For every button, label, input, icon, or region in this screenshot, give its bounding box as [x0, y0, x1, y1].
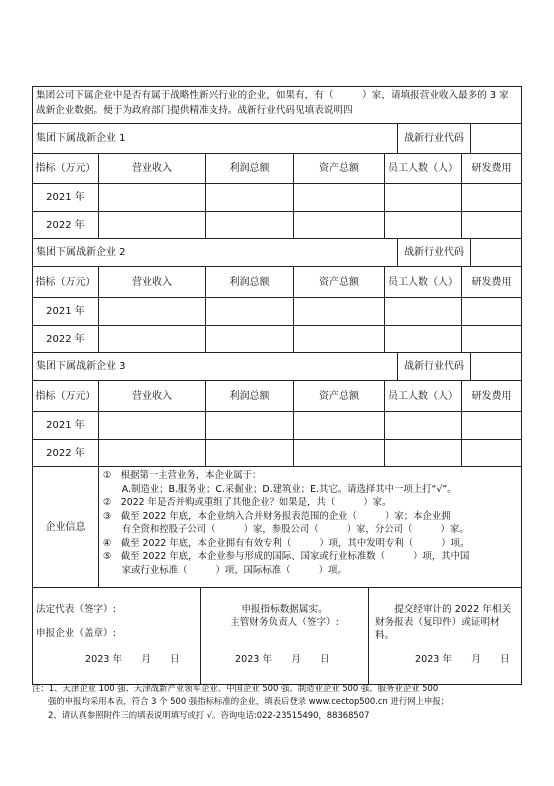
intro-row	[33, 87, 521, 124]
header-revenue: 营业收入	[99, 381, 206, 411]
year-label: 2022 年	[33, 326, 99, 352]
header-employees: 员工人数（人）	[385, 154, 462, 183]
header-revenue: 营业收入	[99, 267, 206, 297]
rd-input[interactable]	[462, 184, 521, 211]
signature-date: 2023 年 月 日	[85, 654, 180, 665]
header-assets: 资产总额	[294, 267, 385, 297]
finance-signature-cell[interactable]	[201, 588, 369, 684]
info-line-7: ⑤ 截至 2022 年底，本企业参与形成的国际、国家或行业标准数（ ）项，其中国	[103, 551, 470, 563]
enterprise-2-header	[33, 239, 521, 267]
profit-input[interactable]	[206, 184, 294, 211]
header-employees: 员工人数（人）	[385, 381, 462, 411]
legal-rep-label: 法定代表（签字）:	[36, 604, 116, 615]
header-assets: 资产总额	[294, 381, 385, 411]
profit-input[interactable]	[206, 326, 294, 352]
header-profit: 利润总额	[206, 154, 294, 183]
rd-input[interactable]	[462, 326, 521, 352]
rd-input[interactable]	[462, 412, 521, 439]
enterprise-2-code-input[interactable]	[471, 239, 521, 266]
company-seal-label: 申报企业（盖章）:	[36, 628, 116, 639]
profit-input[interactable]	[206, 298, 294, 325]
finance-head-label: 主管财务负责人（签字）:	[230, 617, 339, 628]
note-label: 注：	[32, 683, 49, 693]
enterprise-3-columns	[33, 381, 521, 412]
table-row	[33, 184, 521, 212]
data-truth-label: 申报指标数据属实。	[241, 604, 328, 615]
header-profit: 利润总额	[206, 381, 294, 411]
enterprise-2-name: 集团下属战新企业 2	[33, 239, 398, 266]
profit-input[interactable]	[206, 440, 294, 466]
revenue-input[interactable]	[99, 212, 206, 238]
intro-text: 集团公司下属企业中是否有属于战略性新兴行业的企业，如果有，有（ ）家，请填报营业收入最多的 3 家战新企业数据。便于为政府部门提供精准支持。战新行业代码见填表说明四	[36, 90, 509, 116]
rd-input[interactable]	[462, 212, 521, 238]
revenue-input[interactable]	[99, 440, 206, 466]
header-rd: 研发费用	[471, 276, 512, 288]
year-label: 2021 年	[33, 184, 99, 211]
enterprise-3-name: 集团下属战新企业 3	[33, 353, 398, 380]
header-revenue: 营业收入	[99, 154, 206, 183]
enterprise-1-code-input[interactable]	[471, 124, 521, 153]
revenue-input[interactable]	[99, 412, 206, 439]
employees-input[interactable]	[385, 212, 462, 238]
header-profit: 利润总额	[206, 267, 294, 297]
enterprise-form	[32, 86, 522, 685]
info-line-3: ② 2022 年是否并购或重组了其他企业？如果是，共（ ）家。	[103, 497, 392, 509]
assets-input[interactable]	[294, 298, 385, 325]
enterprise-2-columns	[33, 267, 521, 298]
submit-note: 提交经审计的 2022 年相关财务报表（复印件）或证明材料。	[375, 604, 512, 641]
header-indicator: 指标（万元）	[33, 154, 99, 183]
finance-date: 2023 年 月 日	[235, 654, 330, 665]
assets-input[interactable]	[294, 412, 385, 439]
header-assets: 资产总额	[294, 154, 385, 183]
year-label: 2021 年	[33, 298, 99, 325]
info-line-4: ③ 截至 2022 年底，本企业纳入合并财务报表范围的企业（ ）家；本企业拥	[103, 510, 451, 522]
info-line-1: ① 根据第一主营业务，本企业属于：	[103, 470, 262, 481]
enterprise-info-row	[33, 467, 521, 588]
rd-input[interactable]	[462, 298, 521, 325]
info-line-2: A.制造业；B.服务业；C.采掘业；D.建筑业；E.其它。请选择其中一项上打“√”。	[103, 483, 457, 495]
header-rd: 研发费用	[471, 163, 512, 174]
assets-input[interactable]	[294, 184, 385, 211]
note-line-3: 2、请认真参照附件三的填表说明填写或打 √。咨询电话:022-23515490，88368507	[48, 709, 370, 720]
revenue-input[interactable]	[99, 326, 206, 352]
table-row	[33, 298, 521, 326]
employees-input[interactable]	[385, 326, 462, 352]
enterprise-1-columns	[33, 154, 521, 184]
rd-input[interactable]	[462, 440, 521, 466]
table-row	[33, 326, 521, 353]
enterprise-3-code-label: 战新行业代码	[398, 353, 471, 380]
enterprise-1-code-label: 战新行业代码	[398, 124, 471, 153]
year-label: 2022 年	[33, 212, 99, 238]
header-indicator: 指标（万元）	[33, 381, 99, 411]
profit-input[interactable]	[206, 412, 294, 439]
revenue-input[interactable]	[99, 298, 206, 325]
enterprise-2-code-label: 战新行业代码	[398, 239, 471, 266]
enterprise-1-header	[33, 124, 521, 154]
info-line-6: ④ 截至 2022 年底，本企业拥有有效专利（ ）项，其中发明专利（ ）项。	[103, 537, 470, 549]
info-line-5: 有全资和控股子公司（ ）家，参股公司（ ）家，分公司（ ）家。	[103, 524, 469, 536]
employees-input[interactable]	[385, 298, 462, 325]
signature-row	[33, 588, 521, 684]
info-label: 企业信息	[33, 467, 99, 587]
revenue-input[interactable]	[99, 184, 206, 211]
submit-date: 2023 年 月 日	[415, 654, 510, 665]
legal-signature-cell[interactable]	[33, 588, 201, 684]
employees-input[interactable]	[385, 184, 462, 211]
table-row	[33, 412, 521, 440]
assets-input[interactable]	[294, 326, 385, 352]
profit-input[interactable]	[206, 212, 294, 238]
info-body	[99, 467, 521, 587]
year-label: 2021 年	[33, 412, 99, 439]
assets-input[interactable]	[294, 212, 385, 238]
submit-cell[interactable]	[369, 588, 521, 684]
employees-input[interactable]	[385, 440, 462, 466]
enterprise-1-name: 集团下属战新企业 1	[33, 124, 398, 153]
year-label: 2022 年	[33, 440, 99, 466]
assets-input[interactable]	[294, 440, 385, 466]
header-employees: 员工人数（人）	[385, 267, 462, 297]
table-row	[33, 212, 521, 239]
header-rd: 研发费用	[471, 390, 512, 402]
notes	[32, 682, 522, 722]
note-line-1: 注：1、天津企业 100 强、天津战新产业领军企业、中国企业 500 强、制造业企业 500 强、服务业企业 500	[32, 683, 439, 693]
header-indicator: 指标（万元）	[33, 267, 99, 297]
enterprise-3-header	[33, 353, 521, 381]
employees-input[interactable]	[385, 412, 462, 439]
enterprise-3-code-input[interactable]	[471, 353, 521, 380]
table-row	[33, 440, 521, 467]
info-line-8: 家或行业标准（ ）项、国际标准（ ）项。	[103, 564, 347, 576]
note-line-2: 强的申报均采用本表，符合 3 个 500 强指标标准的企业，填表后登录 www.cectop500.cn 进行网上申报；	[48, 696, 450, 707]
